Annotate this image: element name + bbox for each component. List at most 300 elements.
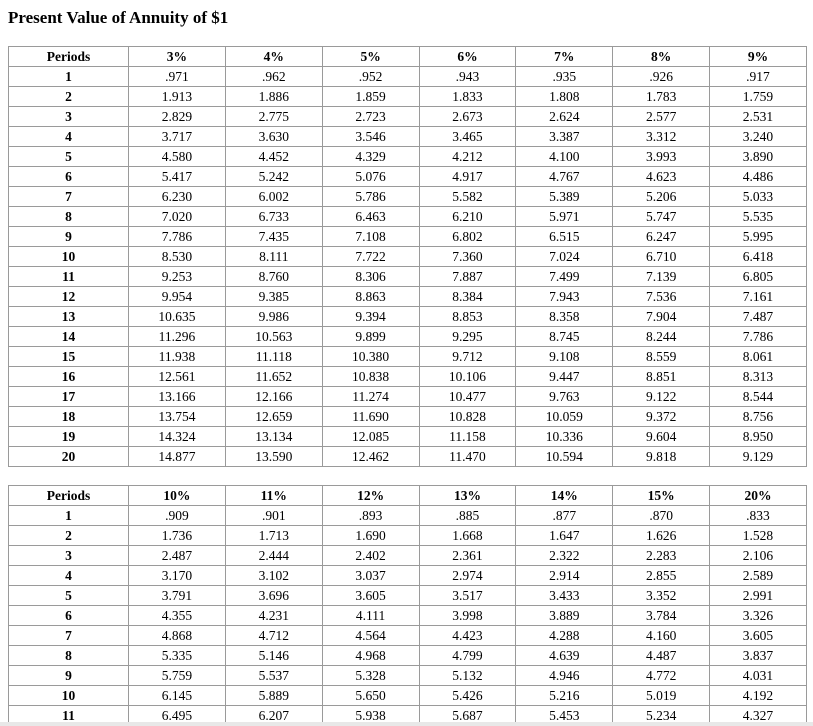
factor-cell: 2.775	[225, 107, 322, 127]
factor-cell: 1.913	[129, 87, 226, 107]
factor-cell: 3.998	[419, 606, 516, 626]
factor-cell: 5.537	[225, 666, 322, 686]
factor-cell: 4.327	[710, 706, 807, 726]
table-row	[9, 566, 807, 586]
factor-cell: 11.690	[322, 407, 419, 427]
factor-cell: .885	[419, 506, 516, 526]
factor-cell: 5.335	[129, 646, 226, 666]
table-row	[9, 387, 807, 407]
factor-cell: 8.851	[613, 367, 710, 387]
period-cell: 2	[9, 526, 129, 546]
table-row	[9, 67, 807, 87]
factor-cell: 4.968	[322, 646, 419, 666]
factor-cell: 8.745	[516, 327, 613, 347]
table-row	[9, 247, 807, 267]
factor-cell: 3.240	[710, 127, 807, 147]
factor-cell: 7.024	[516, 247, 613, 267]
factor-cell: 5.417	[129, 167, 226, 187]
factor-cell: 7.487	[710, 307, 807, 327]
factor-cell: 5.535	[710, 207, 807, 227]
factor-cell: 9.295	[419, 327, 516, 347]
rate-header: 7%	[516, 47, 613, 67]
table-row	[9, 147, 807, 167]
factor-cell: 7.435	[225, 227, 322, 247]
table-row	[9, 347, 807, 367]
table-header	[9, 486, 807, 506]
factor-cell: 11.296	[129, 327, 226, 347]
table-row	[9, 267, 807, 287]
factor-cell: 4.212	[419, 147, 516, 167]
factor-cell: 1.528	[710, 526, 807, 546]
factor-cell: 4.623	[613, 167, 710, 187]
factor-cell: 1.759	[710, 87, 807, 107]
factor-cell: 3.993	[613, 147, 710, 167]
factor-cell: 9.122	[613, 387, 710, 407]
factor-cell: 8.244	[613, 327, 710, 347]
factor-cell: 12.085	[322, 427, 419, 447]
period-cell: 8	[9, 207, 129, 227]
factor-cell: 6.210	[419, 207, 516, 227]
factor-cell: 7.786	[129, 227, 226, 247]
rate-header: 14%	[516, 486, 613, 506]
factor-cell: 13.166	[129, 387, 226, 407]
period-cell: 10	[9, 686, 129, 706]
factor-cell: 8.530	[129, 247, 226, 267]
factor-cell: 9.604	[613, 427, 710, 447]
factor-cell: 8.863	[322, 287, 419, 307]
period-cell: 16	[9, 367, 129, 387]
factor-cell: 10.838	[322, 367, 419, 387]
periods-header: Periods	[9, 486, 129, 506]
factor-cell: 2.914	[516, 566, 613, 586]
table-row	[9, 127, 807, 147]
factor-cell: 5.971	[516, 207, 613, 227]
factor-cell: 2.974	[419, 566, 516, 586]
period-cell: 11	[9, 706, 129, 726]
factor-cell: 2.673	[419, 107, 516, 127]
factor-cell: 12.462	[322, 447, 419, 467]
factor-cell: 5.216	[516, 686, 613, 706]
rate-header: 8%	[613, 47, 710, 67]
table-row	[9, 227, 807, 247]
factor-cell: 10.106	[419, 367, 516, 387]
factor-cell: 9.253	[129, 267, 226, 287]
table-row	[9, 586, 807, 606]
period-cell: 2	[9, 87, 129, 107]
factor-cell: .935	[516, 67, 613, 87]
period-cell: 20	[9, 447, 129, 467]
table-row	[9, 646, 807, 666]
factor-cell: .926	[613, 67, 710, 87]
rate-header: 20%	[710, 486, 807, 506]
table-row	[9, 207, 807, 227]
periods-header: Periods	[9, 47, 129, 67]
factor-cell: .917	[710, 67, 807, 87]
annuity-table-high-rates	[8, 485, 807, 725]
factor-cell: 4.423	[419, 626, 516, 646]
period-cell: 3	[9, 546, 129, 566]
factor-cell: 3.837	[710, 646, 807, 666]
rate-header: 13%	[419, 486, 516, 506]
factor-cell: 9.899	[322, 327, 419, 347]
factor-cell: 1.647	[516, 526, 613, 546]
factor-cell: 6.495	[129, 706, 226, 726]
rate-header: 5%	[322, 47, 419, 67]
rate-header: 10%	[129, 486, 226, 506]
table-row	[9, 626, 807, 646]
factor-cell: .870	[613, 506, 710, 526]
factor-cell: 9.385	[225, 287, 322, 307]
factor-cell: 9.954	[129, 287, 226, 307]
factor-cell: 5.234	[613, 706, 710, 726]
factor-cell: 14.324	[129, 427, 226, 447]
table-row	[9, 367, 807, 387]
factor-cell: 3.889	[516, 606, 613, 626]
factor-cell: 2.361	[419, 546, 516, 566]
factor-cell: 2.589	[710, 566, 807, 586]
factor-cell: 5.132	[419, 666, 516, 686]
period-cell: 17	[9, 387, 129, 407]
factor-cell: .833	[710, 506, 807, 526]
period-cell: 5	[9, 586, 129, 606]
factor-cell: 2.829	[129, 107, 226, 127]
factor-cell: 3.605	[710, 626, 807, 646]
factor-cell: 9.372	[613, 407, 710, 427]
period-cell: 15	[9, 347, 129, 367]
factor-cell: 2.106	[710, 546, 807, 566]
factor-cell: 4.452	[225, 147, 322, 167]
factor-cell: 6.515	[516, 227, 613, 247]
factor-cell: 7.943	[516, 287, 613, 307]
table-row	[9, 686, 807, 706]
factor-cell: 6.247	[613, 227, 710, 247]
factor-cell: 3.696	[225, 586, 322, 606]
factor-cell: 3.890	[710, 147, 807, 167]
factor-cell: 10.594	[516, 447, 613, 467]
factor-cell: 8.358	[516, 307, 613, 327]
period-cell: 5	[9, 147, 129, 167]
factor-cell: 7.904	[613, 307, 710, 327]
table-row	[9, 506, 807, 526]
rate-header: 11%	[225, 486, 322, 506]
factor-cell: 3.717	[129, 127, 226, 147]
factor-cell: 2.723	[322, 107, 419, 127]
rate-header: 4%	[225, 47, 322, 67]
table-row	[9, 107, 807, 127]
page-title: Present Value of Annuity of $1	[8, 8, 229, 27]
factor-cell: 1.783	[613, 87, 710, 107]
factor-cell: 1.859	[322, 87, 419, 107]
table-row	[9, 666, 807, 686]
factor-cell: 2.531	[710, 107, 807, 127]
factor-cell: .971	[129, 67, 226, 87]
period-cell: 1	[9, 506, 129, 526]
factor-cell: 3.352	[613, 586, 710, 606]
table-row	[9, 327, 807, 347]
factor-cell: 11.274	[322, 387, 419, 407]
factor-cell: 7.786	[710, 327, 807, 347]
factor-cell: 3.784	[613, 606, 710, 626]
factor-cell: 5.747	[613, 207, 710, 227]
factor-cell: 4.564	[322, 626, 419, 646]
factor-cell: 8.384	[419, 287, 516, 307]
factor-cell: 9.394	[322, 307, 419, 327]
factor-cell: 6.733	[225, 207, 322, 227]
factor-cell: 14.877	[129, 447, 226, 467]
period-cell: 7	[9, 626, 129, 646]
rate-header: 9%	[710, 47, 807, 67]
header-row	[9, 486, 807, 506]
table-row	[9, 307, 807, 327]
factor-cell: 5.453	[516, 706, 613, 726]
factor-cell: 8.544	[710, 387, 807, 407]
factor-cell: 9.129	[710, 447, 807, 467]
factor-cell: 10.380	[322, 347, 419, 367]
factor-cell: 9.818	[613, 447, 710, 467]
factor-cell: 4.946	[516, 666, 613, 686]
factor-cell: 3.791	[129, 586, 226, 606]
factor-cell: 4.917	[419, 167, 516, 187]
period-cell: 3	[9, 107, 129, 127]
table-row	[9, 447, 807, 467]
factor-cell: 3.037	[322, 566, 419, 586]
factor-cell: 7.360	[419, 247, 516, 267]
period-cell: 12	[9, 287, 129, 307]
factor-cell: 9.447	[516, 367, 613, 387]
factor-cell: 12.659	[225, 407, 322, 427]
factor-cell: 4.231	[225, 606, 322, 626]
factor-cell: 3.465	[419, 127, 516, 147]
factor-cell: 4.772	[613, 666, 710, 686]
factor-cell: 7.139	[613, 267, 710, 287]
factor-cell: 5.786	[322, 187, 419, 207]
factor-cell: 2.322	[516, 546, 613, 566]
factor-cell: 1.833	[419, 87, 516, 107]
factor-cell: 3.326	[710, 606, 807, 626]
factor-cell: .909	[129, 506, 226, 526]
period-cell: 14	[9, 327, 129, 347]
factor-cell: 5.389	[516, 187, 613, 207]
factor-cell: 5.328	[322, 666, 419, 686]
factor-cell: 9.712	[419, 347, 516, 367]
factor-cell: 4.100	[516, 147, 613, 167]
factor-cell: 1.713	[225, 526, 322, 546]
rate-header: 3%	[129, 47, 226, 67]
factor-cell: 4.868	[129, 626, 226, 646]
factor-cell: 5.650	[322, 686, 419, 706]
table-row	[9, 427, 807, 447]
factor-cell: 4.639	[516, 646, 613, 666]
factor-cell: 11.158	[419, 427, 516, 447]
factor-cell: 8.061	[710, 347, 807, 367]
factor-cell: 7.020	[129, 207, 226, 227]
page-fold	[0, 722, 813, 726]
factor-cell: 1.808	[516, 87, 613, 107]
factor-cell: 5.033	[710, 187, 807, 207]
table-row	[9, 407, 807, 427]
period-cell: 9	[9, 227, 129, 247]
factor-cell: 9.986	[225, 307, 322, 327]
period-cell: 13	[9, 307, 129, 327]
factor-cell: 3.546	[322, 127, 419, 147]
factor-cell: 4.486	[710, 167, 807, 187]
factor-cell: 4.355	[129, 606, 226, 626]
factor-cell: 3.605	[322, 586, 419, 606]
factor-cell: 4.329	[322, 147, 419, 167]
factor-cell: .952	[322, 67, 419, 87]
factor-cell: 7.722	[322, 247, 419, 267]
factor-cell: 7.536	[613, 287, 710, 307]
factor-cell: 4.160	[613, 626, 710, 646]
factor-cell: 3.433	[516, 586, 613, 606]
period-cell: 7	[9, 187, 129, 207]
factor-cell: 10.563	[225, 327, 322, 347]
factor-cell: 7.161	[710, 287, 807, 307]
factor-cell: 1.886	[225, 87, 322, 107]
factor-cell: 4.712	[225, 626, 322, 646]
period-cell: 4	[9, 566, 129, 586]
factor-cell: 5.206	[613, 187, 710, 207]
factor-cell: 9.108	[516, 347, 613, 367]
factor-cell: 5.019	[613, 686, 710, 706]
period-cell: 6	[9, 167, 129, 187]
table-header	[9, 47, 807, 67]
factor-cell: 5.889	[225, 686, 322, 706]
factor-cell: 8.760	[225, 267, 322, 287]
table-row	[9, 187, 807, 207]
factor-cell: 2.402	[322, 546, 419, 566]
factor-cell: 3.630	[225, 127, 322, 147]
table-row	[9, 546, 807, 566]
factor-cell: 8.313	[710, 367, 807, 387]
factor-cell: 10.477	[419, 387, 516, 407]
factor-cell: 5.582	[419, 187, 516, 207]
period-cell: 4	[9, 127, 129, 147]
factor-cell: 1.690	[322, 526, 419, 546]
period-cell: 10	[9, 247, 129, 267]
table-body	[9, 67, 807, 467]
factor-cell: 2.283	[613, 546, 710, 566]
table-row	[9, 87, 807, 107]
factor-cell: 2.444	[225, 546, 322, 566]
factor-cell: 8.853	[419, 307, 516, 327]
factor-cell: 4.111	[322, 606, 419, 626]
factor-cell: 4.487	[613, 646, 710, 666]
period-cell: 18	[9, 407, 129, 427]
factor-cell: 13.134	[225, 427, 322, 447]
factor-cell: 4.031	[710, 666, 807, 686]
period-cell: 11	[9, 267, 129, 287]
factor-cell: 6.418	[710, 247, 807, 267]
factor-cell: 5.076	[322, 167, 419, 187]
table-body	[9, 506, 807, 726]
factor-cell: 3.312	[613, 127, 710, 147]
rate-header: 12%	[322, 486, 419, 506]
factor-cell: 3.102	[225, 566, 322, 586]
factor-cell: 6.230	[129, 187, 226, 207]
factor-cell: 10.336	[516, 427, 613, 447]
factor-cell: 11.118	[225, 347, 322, 367]
factor-cell: 12.166	[225, 387, 322, 407]
factor-cell: 3.387	[516, 127, 613, 147]
factor-cell: 11.470	[419, 447, 516, 467]
factor-cell: 6.802	[419, 227, 516, 247]
factor-cell: 11.652	[225, 367, 322, 387]
factor-cell: 10.059	[516, 407, 613, 427]
factor-cell: 10.828	[419, 407, 516, 427]
factor-cell: 2.487	[129, 546, 226, 566]
factor-cell: 6.805	[710, 267, 807, 287]
factor-cell: 5.938	[322, 706, 419, 726]
table-row	[9, 287, 807, 307]
factor-cell: 3.170	[129, 566, 226, 586]
factor-cell: 5.146	[225, 646, 322, 666]
factor-cell: 9.763	[516, 387, 613, 407]
table-row	[9, 606, 807, 626]
factor-cell: .943	[419, 67, 516, 87]
factor-cell: 1.626	[613, 526, 710, 546]
annuity-table-low-rates	[8, 46, 807, 467]
factor-cell: .893	[322, 506, 419, 526]
header-row	[9, 47, 807, 67]
factor-cell: 5.687	[419, 706, 516, 726]
factor-cell: 5.426	[419, 686, 516, 706]
period-cell: 6	[9, 606, 129, 626]
factor-cell: 8.950	[710, 427, 807, 447]
table-row	[9, 167, 807, 187]
factor-cell: 13.590	[225, 447, 322, 467]
factor-cell: 2.855	[613, 566, 710, 586]
factor-cell: 1.736	[129, 526, 226, 546]
factor-cell: 6.710	[613, 247, 710, 267]
factor-cell: 6.463	[322, 207, 419, 227]
period-cell: 8	[9, 646, 129, 666]
factor-cell: 4.192	[710, 686, 807, 706]
factor-cell: 2.624	[516, 107, 613, 127]
factor-cell: 4.767	[516, 167, 613, 187]
factor-cell: 5.995	[710, 227, 807, 247]
factor-cell: 8.111	[225, 247, 322, 267]
period-cell: 1	[9, 67, 129, 87]
factor-cell: 5.759	[129, 666, 226, 686]
factor-cell: 4.288	[516, 626, 613, 646]
factor-cell: 3.517	[419, 586, 516, 606]
factor-cell: 2.991	[710, 586, 807, 606]
factor-cell: 5.242	[225, 167, 322, 187]
factor-cell: 8.306	[322, 267, 419, 287]
factor-cell: 6.207	[225, 706, 322, 726]
period-cell: 19	[9, 427, 129, 447]
factor-cell: 7.108	[322, 227, 419, 247]
factor-cell: 1.668	[419, 526, 516, 546]
factor-cell: 7.499	[516, 267, 613, 287]
rate-header: 6%	[419, 47, 516, 67]
factor-cell: 6.145	[129, 686, 226, 706]
factor-cell: 8.559	[613, 347, 710, 367]
factor-cell: .901	[225, 506, 322, 526]
factor-cell: 4.799	[419, 646, 516, 666]
table-row	[9, 526, 807, 546]
factor-cell: .877	[516, 506, 613, 526]
factor-cell: 11.938	[129, 347, 226, 367]
factor-cell: 10.635	[129, 307, 226, 327]
period-cell: 9	[9, 666, 129, 686]
factor-cell: 6.002	[225, 187, 322, 207]
factor-cell: .962	[225, 67, 322, 87]
factor-cell: 12.561	[129, 367, 226, 387]
factor-cell: 2.577	[613, 107, 710, 127]
rate-header: 15%	[613, 486, 710, 506]
